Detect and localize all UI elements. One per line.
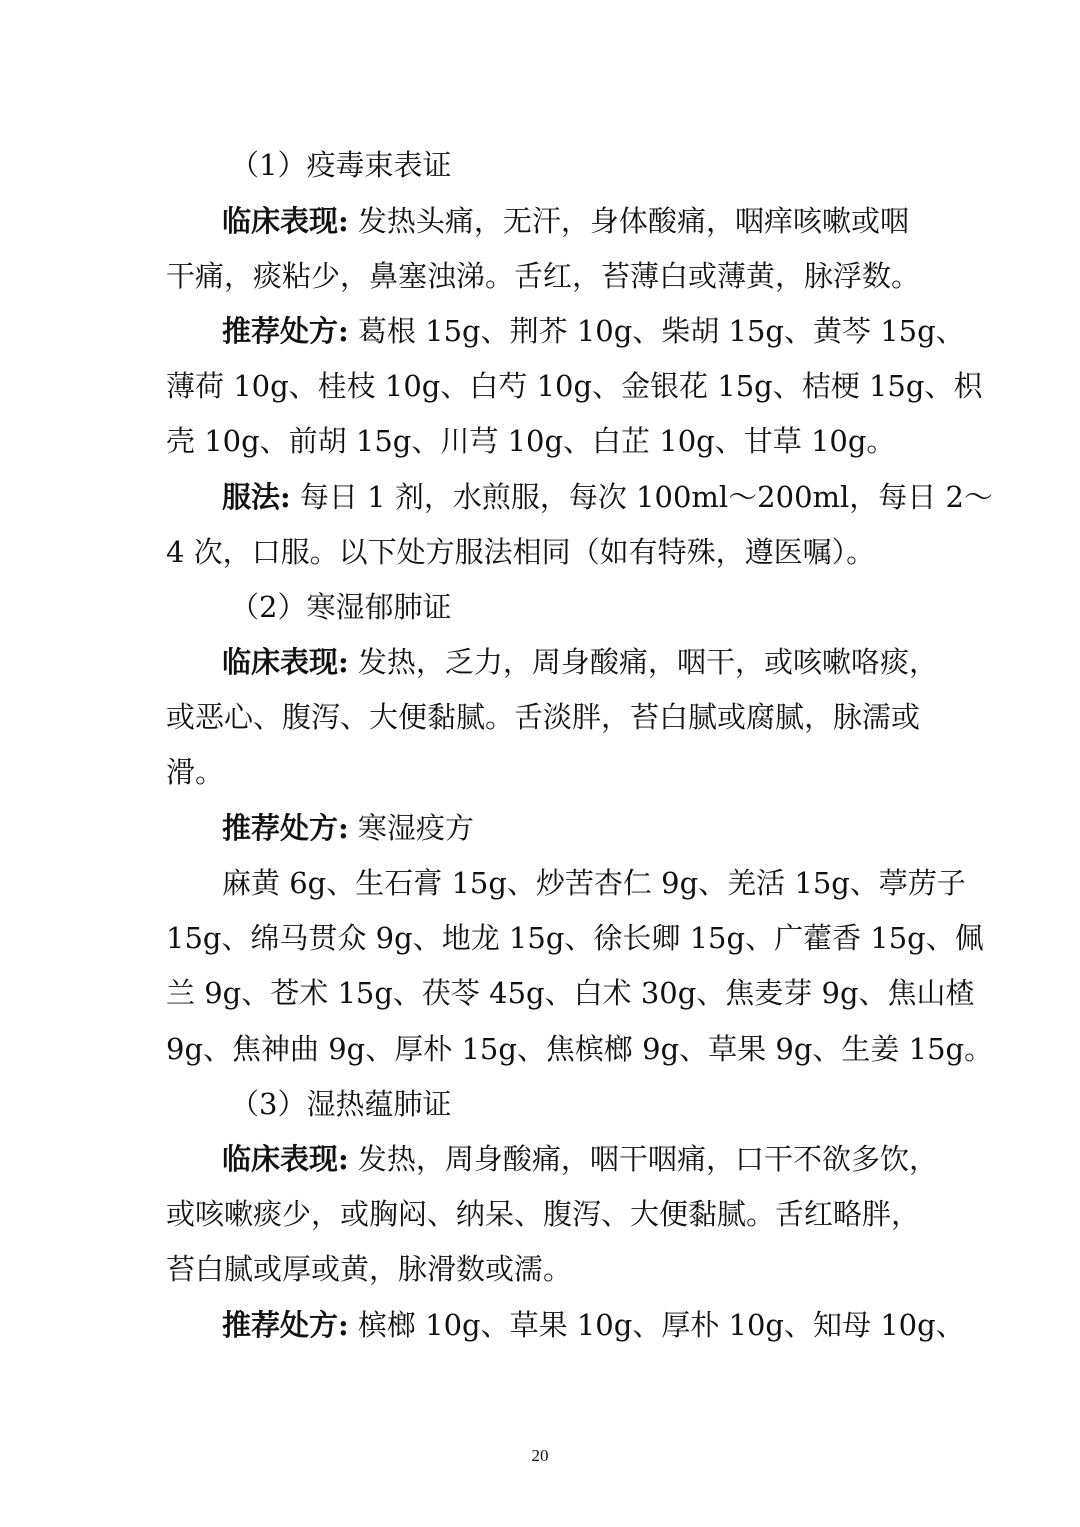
- section-1-usage-line: [222, 477, 993, 517]
- section-1-prescription-line-2: 薄荷 10g、桂枝 10g、白芍 10g、金银花 15g、桔梗 15g、枳: [166, 369, 983, 403]
- section-3-heading: （3）湿热蕴肺证: [230, 1087, 452, 1121]
- section-3-clinical-line: [222, 1139, 938, 1179]
- prescription-label: 推荐处方:: [222, 314, 349, 348]
- clinical-text: 发热，周身酸痛，咽干咽痛，口干不欲多饮，: [348, 1142, 938, 1176]
- clinical-text: 发热头痛，无汗，身体酸痛，咽痒咳嗽或咽: [348, 204, 909, 238]
- section-2-prescription-line-4: 9g、焦神曲 9g、厚朴 15g、焦槟榔 9g、草果 9g、生姜 15g。: [166, 1032, 994, 1066]
- section-2-prescription-line-2: 15g、绵马贯众 9g、地龙 15g、徐长卿 15g、广藿香 15g、佩: [166, 921, 984, 955]
- usage-label: 服法:: [222, 480, 291, 514]
- clinical-label: 临床表现:: [222, 1142, 349, 1176]
- section-2-prescription-line-3: 兰 9g、苍术 15g、茯苓 45g、白术 30g、焦麦芽 9g、焦山楂: [166, 976, 975, 1010]
- section-3-prescription-line: [222, 1305, 965, 1345]
- section-1-clinical-line: [222, 201, 926, 241]
- section-2-clinical-line: [222, 642, 938, 682]
- section-1-usage-line-2: 4 次，口服。以下处方服法相同（如有特殊，遵医嘱）。: [166, 535, 876, 569]
- section-2-prescription-line: [222, 808, 926, 848]
- prescription-text: 槟榔 10g、草果 10g、厚朴 10g、知母 10g、: [348, 1308, 965, 1342]
- prescription-label: 推荐处方:: [222, 1308, 349, 1342]
- prescription-name: 寒湿疫方: [348, 811, 474, 845]
- section-1-heading: （1）疫毒束表证: [230, 148, 452, 182]
- section-2-clinical-line-3: 滑。: [166, 755, 225, 789]
- section-2-clinical-line-2: 或恶心、腹泻、大便黏腻。舌淡胖，苔白腻或腐腻，脉濡或: [166, 700, 921, 734]
- section-1-prescription-line: [222, 311, 965, 351]
- usage-text: 每日 1 剂，水煎服，每次 100ml～200ml，每日 2～: [290, 480, 993, 514]
- clinical-text: 发热，乏力，周身酸痛，咽干，或咳嗽咯痰，: [348, 645, 938, 679]
- clinical-label: 临床表现:: [222, 204, 349, 238]
- section-2-heading: （2）寒湿郁肺证: [230, 590, 452, 624]
- clinical-label: 临床表现:: [222, 645, 349, 679]
- prescription-text: 葛根 15g、荆芥 10g、柴胡 15g、黄芩 15g、: [348, 314, 965, 348]
- section-1-clinical-line-2: 干痛，痰粘少，鼻塞浊涕。舌红，苔薄白或薄黄，脉浮数。: [166, 259, 921, 293]
- page-number: 20: [531, 1446, 549, 1465]
- prescription-label: 推荐处方:: [222, 811, 349, 845]
- section-2-prescription-line-1: 麻黄 6g、生石膏 15g、炒苦杏仁 9g、羌活 15g、葶苈子: [222, 866, 966, 900]
- section-3-clinical-line-3: 苔白腻或厚或黄，脉滑数或濡。: [166, 1252, 573, 1286]
- section-3-clinical-line-2: 或咳嗽痰少，或胸闷、纳呆、腹泻、大便黏腻。舌红略胖，: [166, 1197, 921, 1231]
- section-1-prescription-line-3: 壳 10g、前胡 15g、川芎 10g、白芷 10g、甘草 10g。: [166, 424, 896, 458]
